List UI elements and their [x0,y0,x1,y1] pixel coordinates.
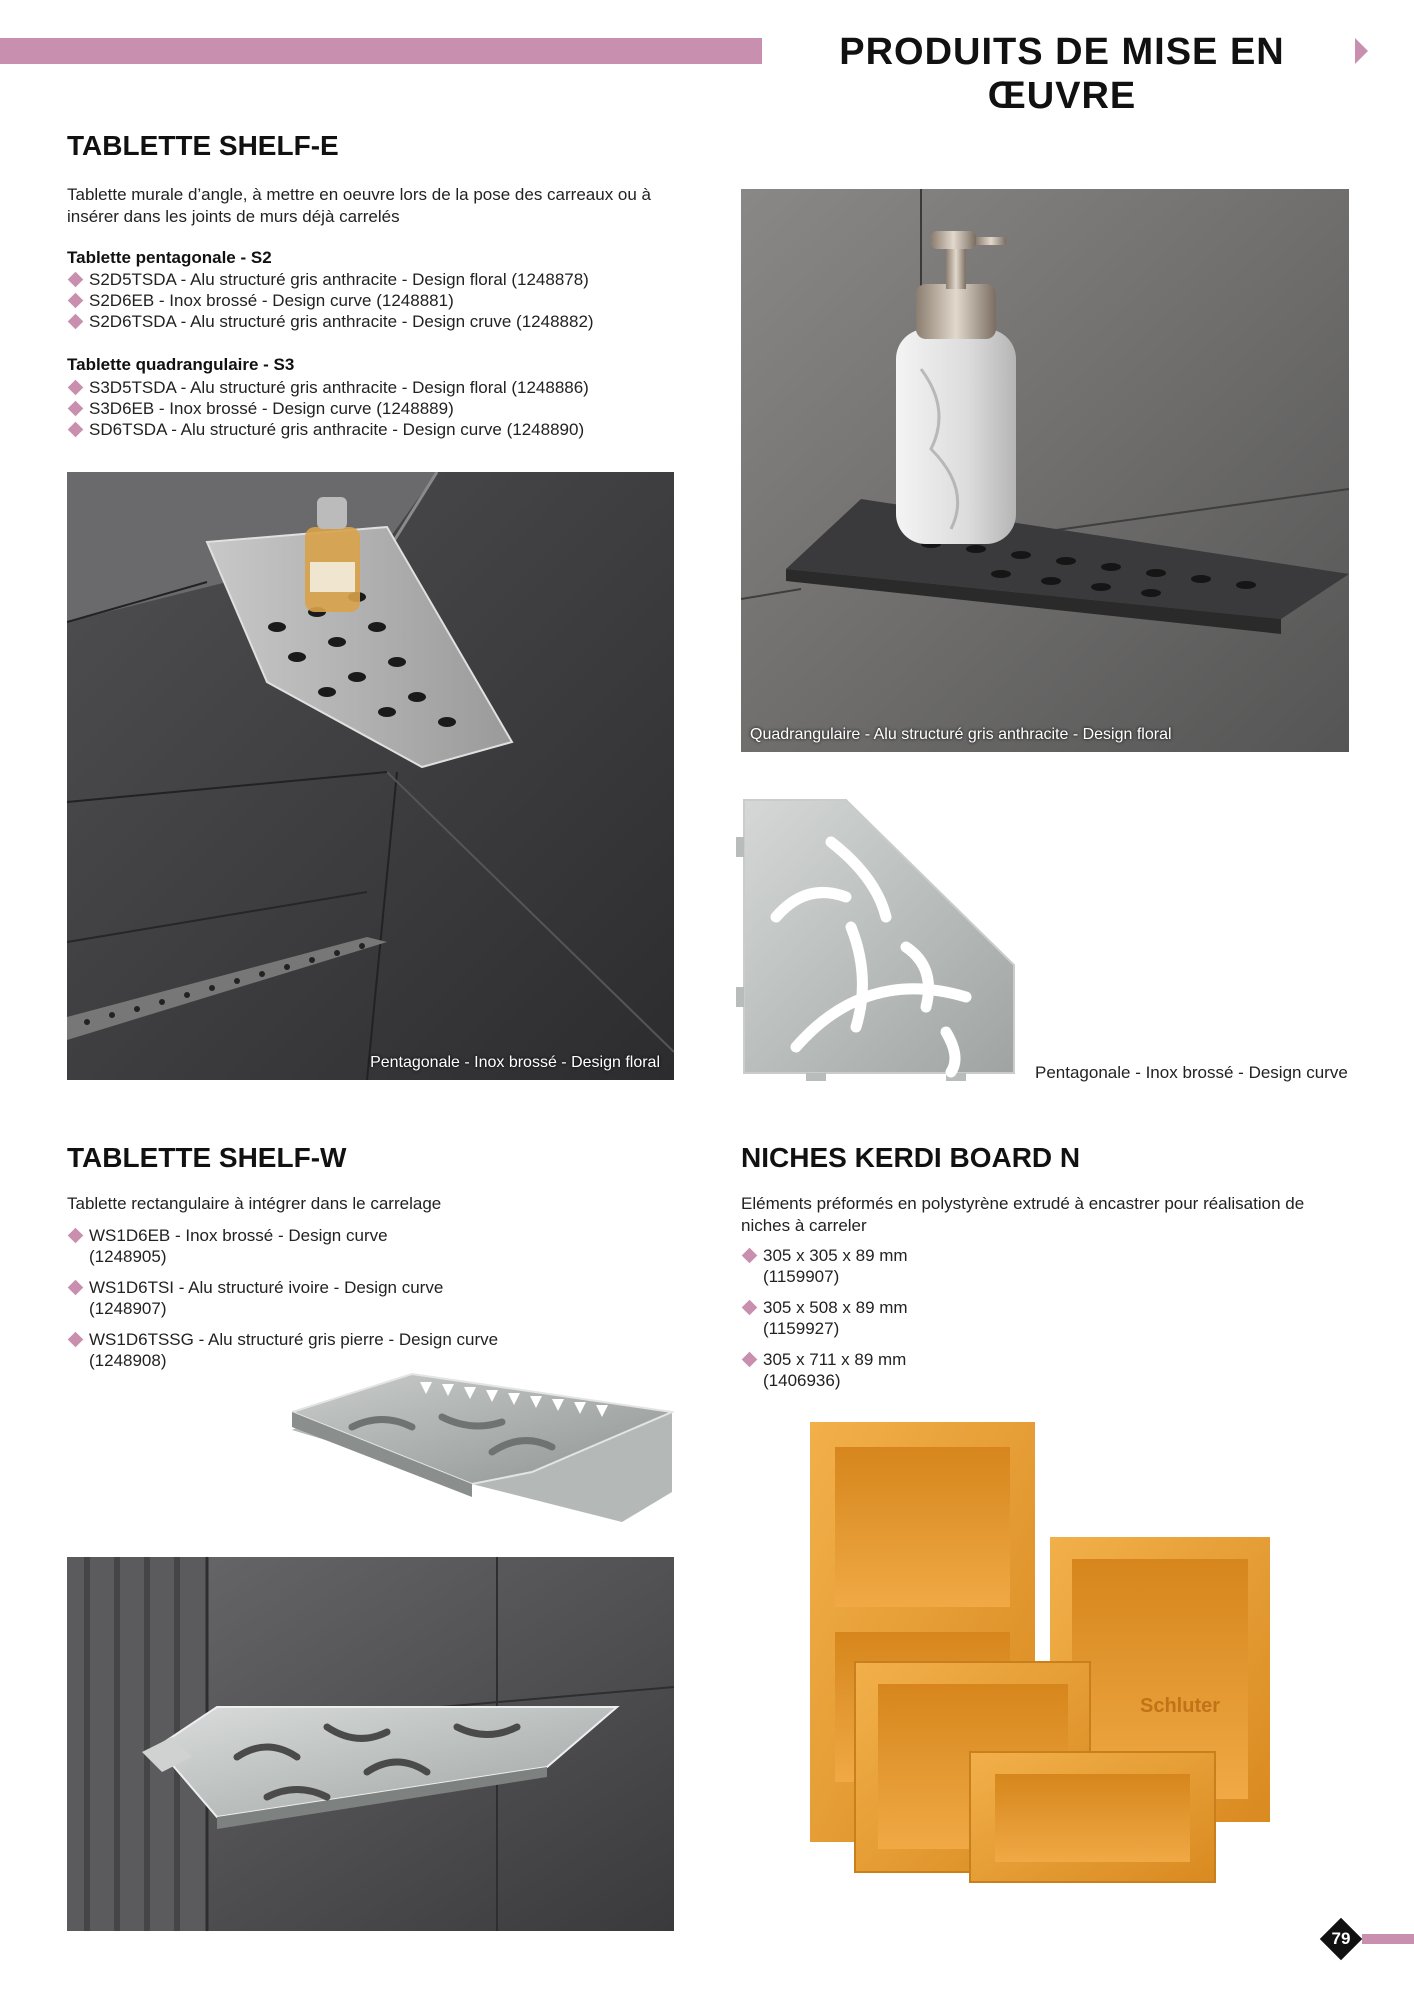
list-item: 305 x 711 x 89 mm (1406936) [741,1349,1141,1391]
product-kerdi-niches [810,1422,1270,1887]
diamond-bullet-icon [68,1280,84,1296]
kerdi-brand-print: Schluter [1140,1695,1221,1717]
kerdi-description: Eléments préformés en polystyrène extrudé à encastrer pour réalisation de niches à carreler [741,1194,1305,1235]
diamond-bullet-icon [742,1300,758,1316]
list-item: WS1D6EB - Inox brossé - Design curve (1248905) [67,1225,587,1267]
page-number: 79 [1331,1929,1351,1948]
list-item: SD6TSDA - Alu structuré gris anthracite - Design curve (1248890) [67,419,687,440]
pentagonal-shelf-illustration [67,472,674,1080]
diamond-bullet-icon [68,1228,84,1244]
caption-pentagonal-curve: Pentagonale - Inox brossé - Design curve [1035,1063,1348,1082]
photo-quadrangular-floral [741,189,1349,752]
list-item: S3D6EB - Inox brossé - Design curve (1248889) [67,398,687,419]
list-item: WS1D6TSSG - Alu structuré gris pierre - Design curve (1248908) [67,1329,587,1371]
diamond-bullet-icon [68,1332,84,1348]
s2-list [67,269,687,332]
kerdi-list [741,1245,1141,1401]
product-pentagonal-curve [736,797,1021,1083]
header-accent-bar [0,38,770,64]
photo-pentagonal-floral [67,472,674,1080]
group-label-s3: Tablette quadrangulaire - S3 [67,355,295,374]
caption-quadrangular-floral: Quadrangulaire - Alu structuré gris anthracite - Design floral [750,726,1172,743]
kerdi-title: NICHES KERDI BOARD N [741,1142,1081,1173]
page-title: PRODUITS DE MISE EN ŒUVRE [762,30,1362,74]
group-label-s2: Tablette pentagonale - S2 [67,248,272,267]
diamond-bullet-icon [68,314,84,330]
list-item: S3D5TSDA - Alu structuré gris anthracite - Design floral (1248886) [67,377,687,398]
s3-list [67,377,687,440]
list-item: WS1D6TSI - Alu structuré ivoire - Design curve (1248907) [67,1277,587,1319]
footer-accent-bar [1362,1934,1414,1944]
rectangular-shelf-illustration [292,1372,674,1527]
photo-shelf-w-installed [67,1557,674,1931]
diamond-bullet-icon [68,422,84,438]
quadrangular-shelf-illustration [741,189,1349,752]
pentagonal-curve-shelf-illustration [736,797,1021,1083]
shelf-w-list [67,1225,587,1381]
list-item: S2D5TSDA - Alu structuré gris anthracite - Design floral (1248878) [67,269,687,290]
list-item: S2D6EB - Inox brossé - Design curve (1248881) [67,290,687,311]
shelf-w-description: Tablette rectangulaire à intégrer dans le carrelage [67,1194,442,1213]
shelf-w-title: TABLETTE SHELF-W [67,1142,347,1173]
diamond-bullet-icon [68,293,84,309]
diamond-bullet-icon [742,1352,758,1368]
list-item: 305 x 508 x 89 mm (1159927) [741,1297,1141,1339]
page-number-badge [1322,1920,1360,1958]
chevron-right-icon [1355,38,1368,64]
list-item: S2D6TSDA - Alu structuré gris anthracite - Design cruve (1248882) [67,311,687,332]
diamond-bullet-icon [68,380,84,396]
list-item: 305 x 305 x 89 mm (1159907) [741,1245,1141,1287]
shelf-e-description: Tablette murale d’angle, à mettre en oeuvre lors de la pose des carreaux ou à insérer dans les joints de murs déjà carrelés [67,185,652,226]
diamond-bullet-icon [742,1248,758,1264]
diamond-bullet-icon [68,401,84,417]
product-rectangular-shelf [292,1372,674,1527]
shelf-w-installed-illustration [67,1557,674,1931]
diamond-bullet-icon [68,272,84,288]
shelf-e-title: TABLETTE SHELF-E [67,130,339,161]
caption-pentagonal-floral: Pentagonale - Inox brossé - Design floral [370,1054,660,1071]
kerdi-niches-illustration [810,1422,1270,1887]
